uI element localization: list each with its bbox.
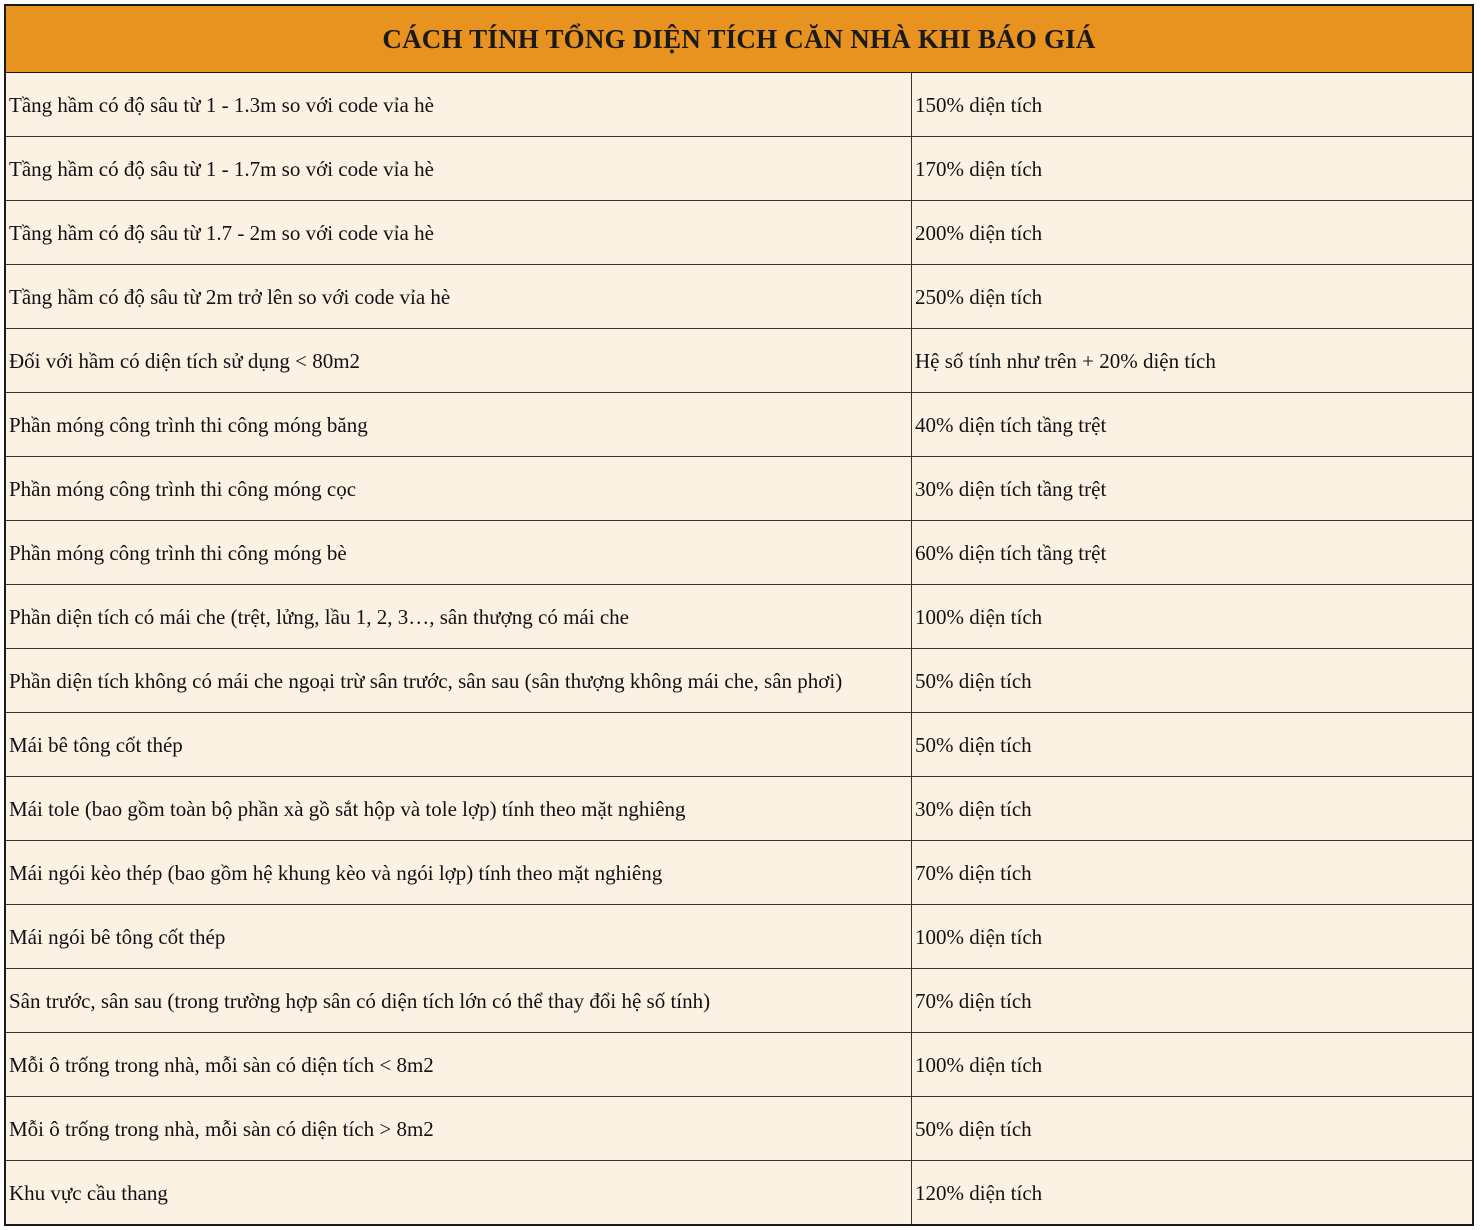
row-value-cell: 30% diện tích <box>915 796 1032 821</box>
row-item-cell: Tầng hầm có độ sâu từ 2m trở lên so với code vỉa hè <box>6 265 912 328</box>
row-value-cell: 70% diện tích <box>915 860 1032 885</box>
table-body <box>6 73 1472 1224</box>
row-item-cell: Tầng hầm có độ sâu từ 1 - 1.7m so với code vỉa hè <box>6 137 912 200</box>
row-item-cell: Mái tole (bao gồm toàn bộ phần xà gồ sắt hộp và tole lợp) tính theo mặt nghiêng <box>6 777 912 840</box>
table-row <box>6 969 1472 1033</box>
row-value-cell: 200% diện tích <box>915 220 1043 245</box>
row-value-cell: 50% diện tích <box>915 668 1032 693</box>
table-row <box>6 393 1472 457</box>
row-value-cell: 40% diện tích tầng trệt <box>915 412 1107 437</box>
row-value-cell: 150% diện tích <box>915 92 1043 117</box>
table-row <box>6 585 1472 649</box>
row-item-cell: Đối với hầm có diện tích sử dụng < 80m2 <box>6 329 912 392</box>
row-value-cell: 50% diện tích <box>915 1116 1032 1141</box>
row-item-cell: Phần móng công trình thi công móng bè <box>6 521 912 584</box>
row-value-cell: 250% diện tích <box>915 284 1043 309</box>
row-item-cell: Sân trước, sân sau (trong trường hợp sân có diện tích lớn có thể thay đổi hệ số tính) <box>6 969 912 1032</box>
table-row <box>6 521 1472 585</box>
row-value-cell: 70% diện tích <box>915 988 1032 1013</box>
table-row <box>6 1161 1472 1224</box>
row-value-cell: 170% diện tích <box>915 156 1043 181</box>
table-row <box>6 713 1472 777</box>
row-item-cell: Mỗi ô trống trong nhà, mỗi sàn có diện tích < 8m2 <box>6 1033 912 1096</box>
row-item-cell: Mái ngói bê tông cốt thép <box>6 905 912 968</box>
table-row <box>6 73 1472 137</box>
table-row <box>6 265 1472 329</box>
table-row <box>6 777 1472 841</box>
row-item-cell: Tầng hầm có độ sâu từ 1 - 1.3m so với code vỉa hè <box>6 73 912 136</box>
table-row <box>6 841 1472 905</box>
table-row <box>6 649 1472 713</box>
row-item-cell: Mái bê tông cốt thép <box>6 713 912 776</box>
row-item-cell: Tầng hầm có độ sâu từ 1.7 - 2m so với code vỉa hè <box>6 201 912 264</box>
table-row <box>6 905 1472 969</box>
row-value-cell: 100% diện tích <box>915 1052 1043 1077</box>
row-value-cell: 120% diện tích <box>915 1180 1043 1205</box>
table-row <box>6 457 1472 521</box>
table-row <box>6 201 1472 265</box>
table-title: CÁCH TÍNH TỔNG DIỆN TÍCH CĂN NHÀ KHI BÁO GIÁ <box>6 6 1472 73</box>
area-calculation-table <box>4 4 1474 1226</box>
row-item-cell: Khu vực cầu thang <box>6 1161 912 1224</box>
table-row <box>6 329 1472 393</box>
row-item-cell: Phần diện tích có mái che (trệt, lửng, lầu 1, 2, 3…, sân thượng có mái che <box>6 585 912 648</box>
row-value-cell: 50% diện tích <box>915 732 1032 757</box>
row-value-cell: 100% diện tích <box>915 604 1043 629</box>
row-value-cell: 60% diện tích tầng trệt <box>915 540 1107 565</box>
row-item-cell: Phần diện tích không có mái che ngoại trừ sân trước, sân sau (sân thượng không mái che, sân phơi) <box>6 649 912 712</box>
row-value-cell: 100% diện tích <box>915 924 1043 949</box>
row-item-cell: Phần móng công trình thi công móng cọc <box>6 457 912 520</box>
table-row <box>6 1033 1472 1097</box>
row-value-cell: Hệ số tính như trên + 20% diện tích <box>915 348 1216 373</box>
row-item-cell: Mỗi ô trống trong nhà, mỗi sàn có diện tích > 8m2 <box>6 1097 912 1160</box>
table-row <box>6 137 1472 201</box>
row-item-cell: Mái ngói kèo thép (bao gồm hệ khung kèo và ngói lợp) tính theo mặt nghiêng <box>6 841 912 904</box>
row-value-cell: 30% diện tích tầng trệt <box>915 476 1107 501</box>
table-row <box>6 1097 1472 1161</box>
row-item-cell: Phần móng công trình thi công móng băng <box>6 393 912 456</box>
